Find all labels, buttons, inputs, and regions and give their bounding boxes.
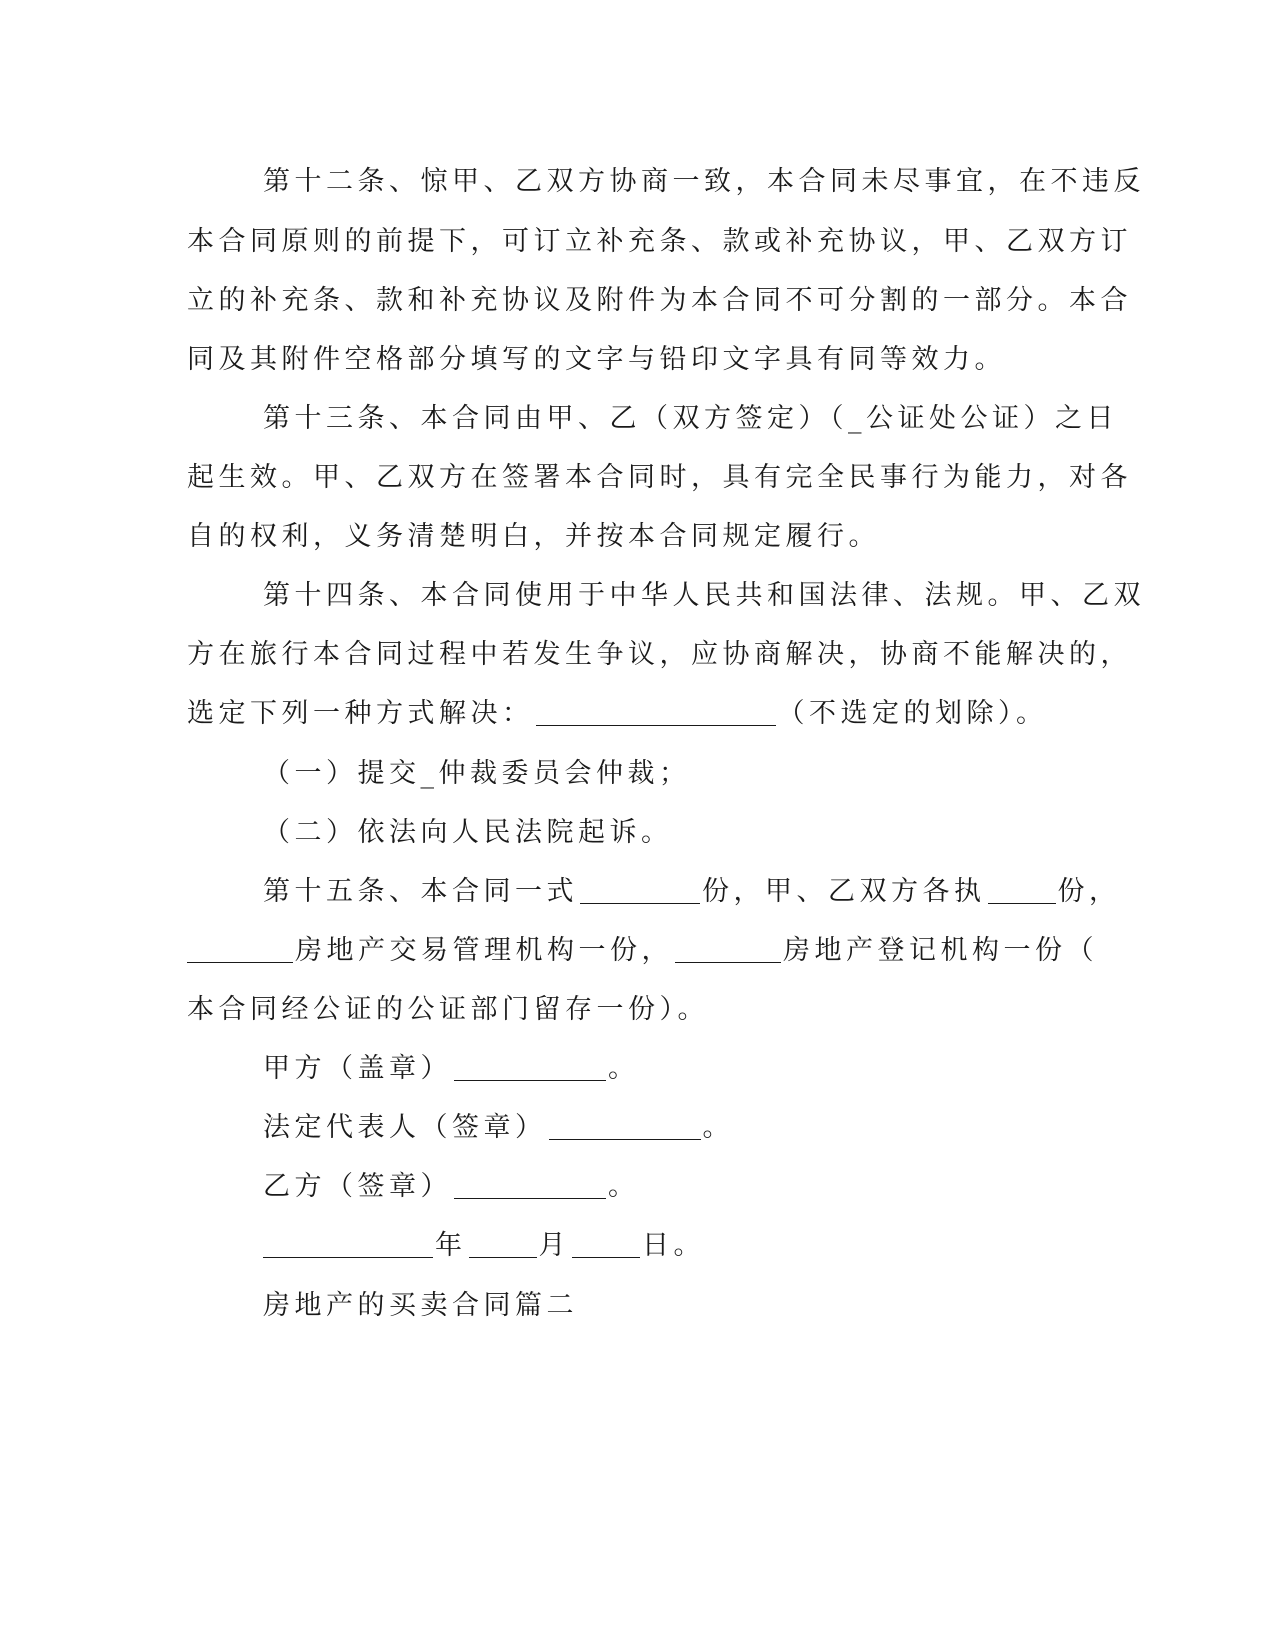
paragraph-line [187,933,1098,969]
fill-in-blank [675,934,781,963]
fill-in-blank [187,934,293,963]
paragraph-line [187,696,1048,732]
date-line [263,1228,705,1264]
paragraph-line: 同及其附件空格部分填写的文字与铅印文字具有同等效力。 [187,344,1006,375]
line-text: 第十五条、本合同一式 [263,876,578,907]
paragraph-line: 起生效。甲、乙双方在签署本合同时，具有完全民事行为能力，对各 [187,462,1132,493]
signature-line [263,1051,640,1087]
paragraph-line: 本合同经公证的公证部门留存一份）。 [187,994,709,1025]
fill-in-blank [536,697,776,726]
line-text: 房地产交易管理机构一份， [295,935,673,966]
paragraph-line: 第十三条、本合同由甲、乙（双方签定）（_公证处公证）之日 [263,403,1118,434]
paragraph-line: 立的补充条、款和补充协议及附件为本合同不可分割的一部分。本合 [187,285,1132,316]
fill-in-blank [580,875,700,904]
paragraph-line [263,874,1121,910]
fill-in-blank [469,1229,537,1258]
line-text: 选定下列一种方式解决： [187,698,534,729]
line-text: 份，甲、乙双方各执 [702,876,986,907]
fill-in-blank [263,1229,433,1258]
line-text: 月 [538,1230,570,1261]
fill-in-blank [454,1170,606,1199]
list-item: （二）依法向人民法院起诉。 [263,817,673,848]
paragraph-line: 方在旅行本合同过程中若发生争议，应协商解决，协商不能解决的， [187,639,1132,670]
line-text: 乙方（签章） [263,1171,452,1202]
signature-line [263,1110,734,1146]
list-item: （一）提交_仲裁委员会仲裁； [263,758,691,789]
line-text: 甲方（盖章） [263,1053,452,1084]
section-heading: 房地产的买卖合同篇二 [263,1290,578,1321]
fill-in-blank [454,1052,606,1081]
line-text: 日。 [642,1230,705,1261]
line-text: （不选定的划除）。 [777,698,1048,729]
fill-in-blank [988,875,1056,904]
paragraph-line: 第十四条、本合同使用于中华人民共和国法律、法规。甲、乙双 [263,580,1145,611]
fill-in-blank [549,1111,701,1140]
signature-line [263,1169,640,1205]
line-text: 份， [1057,876,1121,907]
line-text: 房地产登记机构一份（ [783,935,1098,966]
paragraph-line: 第十二条、惊甲、乙双方协商一致，本合同未尽事宜，在不违反 [263,166,1145,197]
paragraph-line: 本合同原则的前提下，可订立补充条、款或补充协议，甲、乙双方订 [187,226,1132,257]
line-text: 法定代表人（签章） [263,1112,547,1143]
line-text: 。 [608,1171,640,1202]
fill-in-blank [572,1229,640,1258]
line-text: 。 [608,1053,640,1084]
line-text: 年 [435,1230,467,1261]
paragraph-line: 自的权利，义务清楚明白，并按本合同规定履行。 [187,521,880,552]
line-text: 。 [702,1112,734,1143]
